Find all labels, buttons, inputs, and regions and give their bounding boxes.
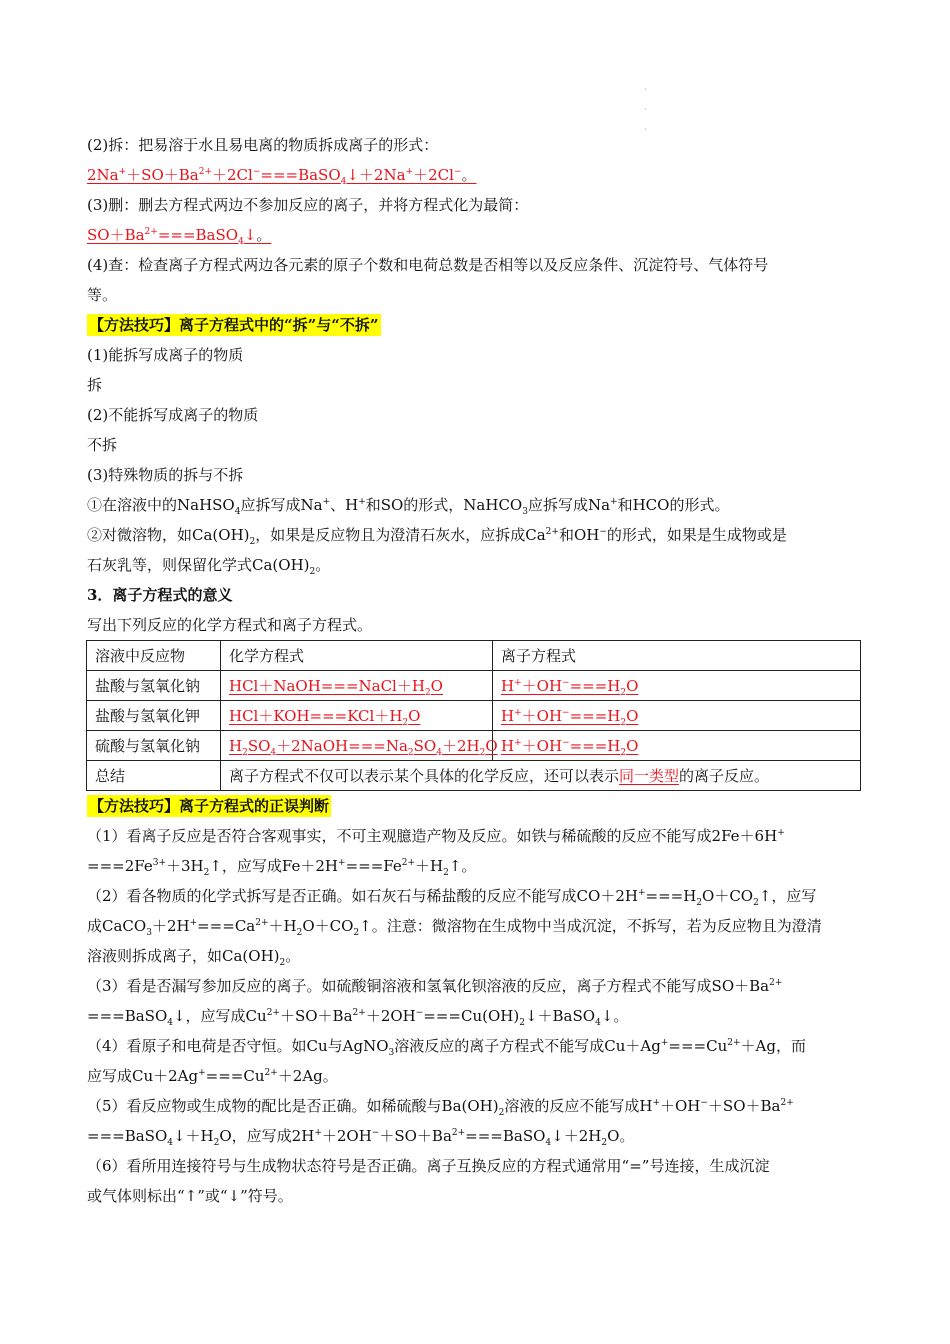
rule-1-line1: （1）看离子反应是否符合客观事实，不可主观臆造产物及反应。如铁与稀硫酸的反应不能写成2Fe＋6H+ (87, 827, 785, 845)
reactants-cell: 盐酸与氢氧化钾 (87, 701, 221, 731)
summary-text: 离子方程式不仅可以表示某个具体的化学反应，还可以表示 (229, 767, 620, 785)
step-cha-line2: 等。 (87, 286, 118, 304)
rule-6-line2: 或气体则标出“↑”或“↓”符号。 (87, 1187, 293, 1205)
rule-4-line2: 应写成$Cu+2Ag^+===Cu^{2+}+2Ag$。 (87, 1067, 338, 1085)
table-header-row (87, 641, 861, 671)
step-chai-equation: $2Na^++SO+Ba^{2+}+2Cl^-===BaSO_4↓+2Na^++2Cl^-$。 (87, 166, 477, 187)
can-split-value: 拆 (87, 376, 103, 394)
rule-2-line3: 溶液则拆成离子，如$Ca(OH)_2$。 (87, 947, 301, 968)
summary-cell (221, 761, 861, 791)
ionic-equation-cell: $H^++OH^-===H_2O$ (493, 701, 861, 731)
rule-5-line1: （5）看反应物或生成物的配比是否正确。如稀硫酸与$Ba(OH)_2$溶液的反应不能写成$H^++OH^-+SO+Ba^{2+}$ (87, 1097, 794, 1118)
reactants-cell: 盐酸与氢氧化钠 (87, 671, 221, 701)
rule-4-line1: （4）看原子和电荷是否守恒。如Cu与AgNO$_3$溶液反应的离子方程式不能写成$Cu+Ag^+===Cu^{2+}+Ag$，而 (87, 1037, 806, 1058)
rule-6-line1: （6）看所用连接符号与生成物状态符号是否正确。离子互换反应的方程式通常用“=”号连接，生成沉淀 (87, 1157, 770, 1175)
table-header: 溶液中反应物 (87, 641, 221, 671)
method-tip-2 (87, 791, 862, 821)
table-summary-row (87, 761, 861, 791)
special-title: (3)特殊物质的拆与不拆 (87, 466, 244, 484)
table-row (87, 731, 861, 761)
table-row (87, 701, 861, 731)
chemical-equation-cell: $HCl+NaOH===NaCl+H_2O$ (221, 671, 493, 701)
summary-tail: 的离子反应。 (679, 767, 770, 785)
special-point-1: ①在溶液中的NaHSO$_4$应拆写成Na+、H+和SO的形式，NaHCO$_3$应拆写成Na+和HCO的形式。 (87, 496, 730, 517)
rule-3-line1: （3）看是否漏写参加反应的离子。如硫酸铜溶液和氢氧化钡溶液的反应，离子方程式不能写成$SO+Ba^{2+}$ (87, 977, 783, 995)
special-point-2-line1: ②对微溶物，如$Ca(OH)_2$，如果是反应物且为澄清石灰水，应拆成$Ca^{2+}$和OH−的形式，如果是生成物或是 (87, 526, 787, 547)
step-cha-line1: (4)查：检查离子方程式两边各元素的原子个数和电荷总数是否相等以及反应条件、沉淀符号、气体符号 (87, 256, 769, 274)
table-header: 化学方程式 (221, 641, 493, 671)
chemical-equation-cell: $HCl+KOH===KCl+H_2O$ (221, 701, 493, 731)
method-tip-1 (87, 310, 862, 340)
ionic-equation-cell: $H^++OH^-===H_2O$ (493, 671, 861, 701)
summary-label: 总结 (87, 761, 221, 791)
equation-table (86, 640, 861, 791)
cannot-split-title: (2)不能拆写成离子的物质 (87, 406, 259, 424)
summary-answer: 同一类型 (619, 767, 680, 785)
section-3-intro: 写出下列反应的化学方程式和离子方程式。 (87, 616, 373, 634)
can-split-title: (1)能拆写成离子的物质 (87, 346, 244, 364)
step-shan-equation: $SO+Ba^{2+}===BaSO_4↓$。 (87, 226, 272, 247)
document-body (87, 130, 862, 1211)
rule-2-line2: 成$CaCO_3+2H^+===Ca^{2+}+H_2O+CO_2↑$。注意：微溶物在生成物中当成沉淀，不拆写，若为反应物且为澄清 (87, 917, 822, 938)
table-header: 离子方程式 (493, 641, 861, 671)
step-chai-title: (2)拆：把易溶于水且易电离的物质拆成离子的形式： (87, 136, 439, 154)
reactants-cell: 硫酸与氢氧化钠 (87, 731, 221, 761)
section-3-title: 3．离子方程式的意义 (87, 586, 233, 604)
header-dots: · · · (644, 85, 647, 134)
cannot-split-value: 不拆 (87, 436, 118, 454)
method-tip-2-title: 【方法技巧】离子方程式的正误判断 (89, 797, 330, 815)
rule-2-line1: （2）看各物质的化学式拆写是否正确。如石灰石与稀盐酸的反应不能写成$CO+2H^+===H_2O+CO_2↑$，应写 (87, 887, 817, 908)
table-row (87, 671, 861, 701)
rule-5-line2: $===BaSO_4↓+H_2O$，应写成$2H^++2OH^-+SO+Ba^{2+}===BaSO_4↓+2H_2O$。 (87, 1127, 635, 1148)
rule-3-line2: ===BaSO$_4$↓，应写成$Cu^{2+}+SO+Ba^{2+}+2OH^-===Cu(OH)_2↓+BaSO_4↓$。 (87, 1007, 629, 1028)
chemical-equation-cell: $H_2SO_4+2NaOH===Na_2SO_4+2H_2O$ (221, 731, 493, 761)
ionic-equation-cell: $H^++OH^-===H_2O$ (493, 731, 861, 761)
rule-1-line2: $===2Fe^{3+}+3H_2↑$，应写成$Fe+2H^+===Fe^{2+}+H_2↑$。 (87, 857, 477, 878)
special-point-2-line2: 石灰乳等，则保留化学式$Ca(OH)_2$。 (87, 556, 331, 577)
step-shan-title: (3)删：删去方程式两边不参加反应的离子，并将方程式化为最简： (87, 196, 529, 214)
method-tip-1-title: 【方法技巧】离子方程式中的“拆”与“不拆” (89, 316, 379, 334)
